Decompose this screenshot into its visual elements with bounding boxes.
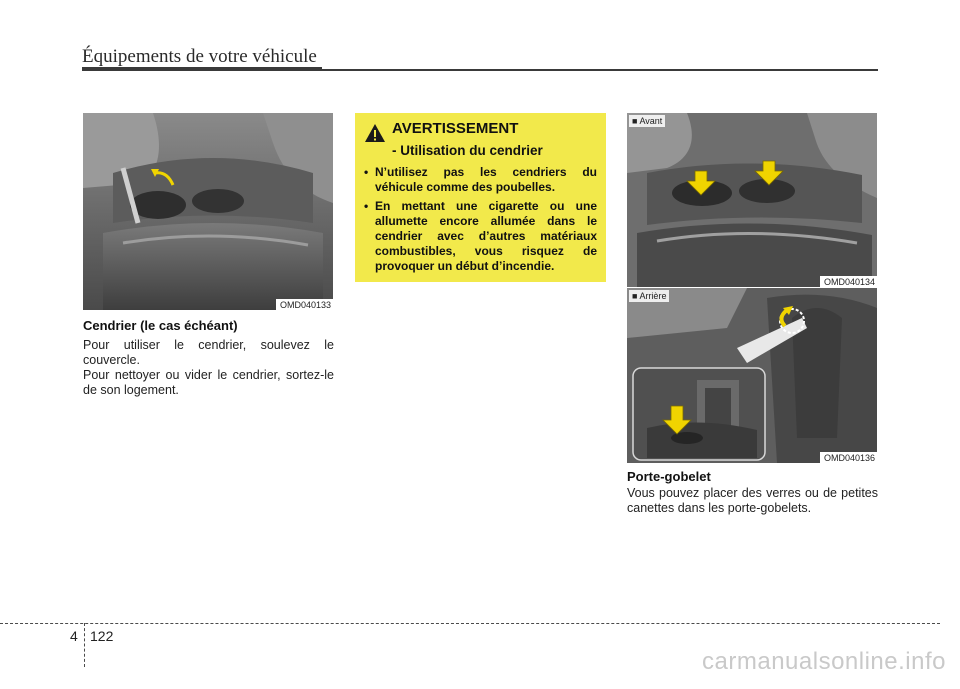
bullet: •	[364, 199, 369, 213]
page-header-title: Équipements de votre véhicule	[82, 46, 317, 67]
rear-cupholder-illustration	[627, 288, 877, 463]
cupholder-paragraph: Vous pouvez placer des verres ou de petites canettes dans les porte-gobelets.	[627, 486, 878, 515]
warning-box	[355, 113, 606, 282]
warning-triangle-icon	[364, 123, 386, 143]
header-rule-thick	[82, 67, 322, 71]
rear-photo-caption: ■ Arrière	[629, 290, 669, 302]
photo-code: OMD040136	[820, 452, 877, 463]
footer-rule	[0, 623, 940, 624]
warning-item-text: En mettant une cigarette ou une allumette encore allumée dans le cendrier avec d’autres matériaux combustibles, vous risquez de provoquer un début d’incendie.	[375, 199, 597, 273]
photo-code: OMD040134	[820, 276, 877, 287]
watermark: carmanualsonline.info	[702, 648, 946, 675]
warning-item	[364, 199, 597, 274]
photo-code: OMD040133	[276, 299, 333, 310]
warning-subtitle: - Utilisation du cendrier	[392, 143, 543, 158]
ashtray-illustration	[83, 113, 333, 310]
warning-item-text: N’utilisez pas les cendriers du véhicule comme des poubelles.	[375, 165, 597, 194]
front-cupholder-illustration	[627, 113, 877, 287]
ashtray-photo	[83, 113, 333, 310]
warning-item	[364, 165, 597, 195]
footer-page-number: 122	[90, 628, 114, 644]
ashtray-paragraph-1: Pour utiliser le cendrier, soulevez le couvercle.	[83, 338, 334, 367]
ashtray-section-title: Cendrier (le cas échéant)	[83, 318, 238, 333]
rear-cupholder-photo	[627, 288, 877, 463]
warning-title: AVERTISSEMENT	[392, 120, 519, 137]
footer-divider	[84, 623, 85, 667]
front-photo-caption: ■ Avant	[629, 115, 665, 127]
bullet: •	[364, 165, 369, 179]
header-rule-thin	[322, 69, 878, 71]
front-cupholder-photo	[627, 113, 877, 287]
footer-chapter-number: 4	[70, 628, 78, 644]
warning-heading	[364, 121, 597, 143]
cupholder-section-title: Porte-gobelet	[627, 469, 711, 484]
ashtray-paragraph-2: Pour nettoyer ou vider le cendrier, sortez-le de son logement.	[83, 368, 334, 397]
